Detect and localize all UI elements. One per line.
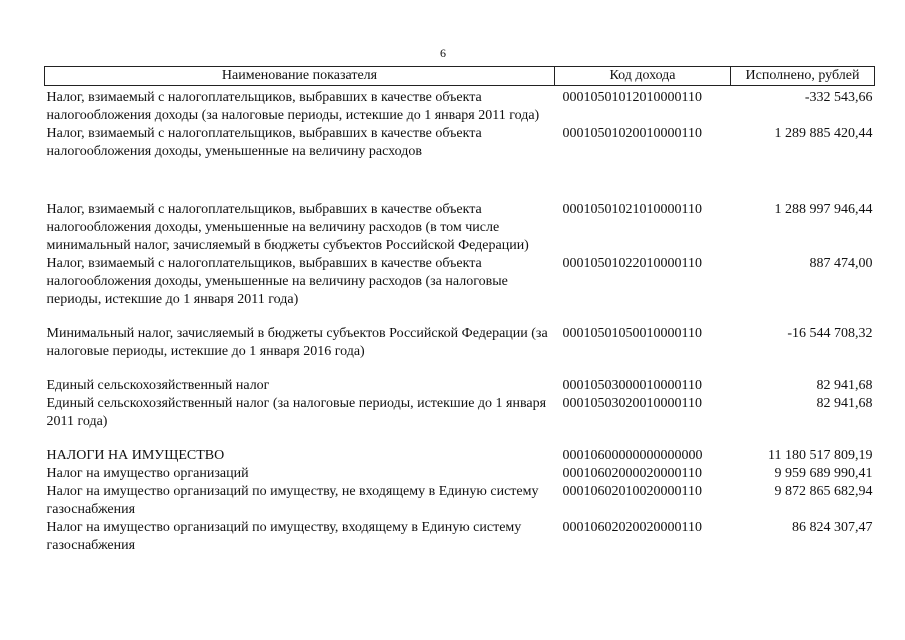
row-name: Налог на имущество организаций по имуществу, входящему в Единую систему газоснабжения <box>46 520 522 553</box>
row-name: Налог, взимаемый с налогоплательщиков, выбравших в качестве объекта налогообложения доходы (за налоговые периоды, истекшие до 1 января 2011 года) <box>46 90 540 123</box>
row-code: 00010602010020000110 <box>562 484 702 499</box>
row-value: 1 288 997 946,44 <box>774 202 873 217</box>
row-name: Налог на имущество организаций по имуществу, не входящему в Единую систему газоснабжения <box>46 484 539 517</box>
table-row <box>45 309 875 361</box>
header-code: Код дохода <box>555 67 731 86</box>
row-value: -16 544 708,32 <box>787 326 873 341</box>
row-name: Налог, взимаемый с налогоплательщиков, выбравших в качестве объекта налогообложения доходы, уменьшенные на величину расходов (в том числе минимальный налог, зачисляемый в бюджеты субъектов Российской Федерации) <box>46 202 529 253</box>
row-code: 00010503000010000110 <box>562 378 702 393</box>
table-row <box>45 125 875 161</box>
table-row <box>45 255 875 309</box>
row-name: Единый сельскохозяйственный налог (за налоговые периоды, истекшие до 1 января 2011 года) <box>46 396 547 429</box>
row-code: 00010501012010000110 <box>562 90 702 105</box>
row-code: 00010501050010000110 <box>562 326 702 341</box>
page-number: 6 <box>440 46 446 60</box>
row-name: Единый сельскохозяйственный налог <box>46 378 270 393</box>
row-value: 82 941,68 <box>816 378 873 393</box>
table-row <box>45 86 875 126</box>
table-row <box>45 431 875 465</box>
row-code: 00010602000020000110 <box>562 466 702 481</box>
row-value: 9 872 865 682,94 <box>774 484 873 499</box>
revenue-table <box>44 66 875 555</box>
row-value: 887 474,00 <box>809 256 873 271</box>
row-name: Налог, взимаемый с налогоплательщиков, выбравших в качестве объекта налогообложения доходы, уменьшенные на величину расходов <box>46 126 482 159</box>
row-value: 1 289 885 420,44 <box>774 126 873 141</box>
row-code: 00010600000000000000 <box>562 448 703 463</box>
header-value: Исполнено, рублей <box>731 67 875 86</box>
table-row <box>45 483 875 519</box>
row-code: 00010501021010000110 <box>562 202 702 217</box>
row-value: -332 543,66 <box>804 90 873 105</box>
table-row <box>45 395 875 431</box>
row-value: 9 959 689 990,41 <box>774 466 873 481</box>
row-value: 11 180 517 809,19 <box>768 448 873 463</box>
table-row <box>45 465 875 483</box>
table-header-row <box>45 67 875 86</box>
row-code: 00010501022010000110 <box>562 256 702 271</box>
row-name: Налог на имущество организаций <box>46 466 249 481</box>
header-name: Наименование показателя <box>45 67 555 86</box>
row-value: 82 941,68 <box>816 396 873 411</box>
row-name: Минимальный налог, зачисляемый в бюджеты субъектов Российской Федерации (за налоговые периоды, истекшие до 1 января 2016 года) <box>46 326 548 359</box>
row-value: 86 824 307,47 <box>792 520 873 535</box>
row-name: Налог, взимаемый с налогоплательщиков, выбравших в качестве объекта налогообложения доходы, уменьшенные на величину расходов (за налоговые периоды, истекшие до 1 января 2011 года) <box>46 256 508 307</box>
table-row <box>45 519 875 555</box>
table-row <box>45 161 875 255</box>
row-name: НАЛОГИ НА ИМУЩЕСТВО <box>46 448 225 463</box>
row-code: 00010503020010000110 <box>562 396 702 411</box>
row-code: 00010501020010000110 <box>562 126 702 141</box>
table-row <box>45 361 875 395</box>
row-code: 00010602020020000110 <box>562 520 702 535</box>
